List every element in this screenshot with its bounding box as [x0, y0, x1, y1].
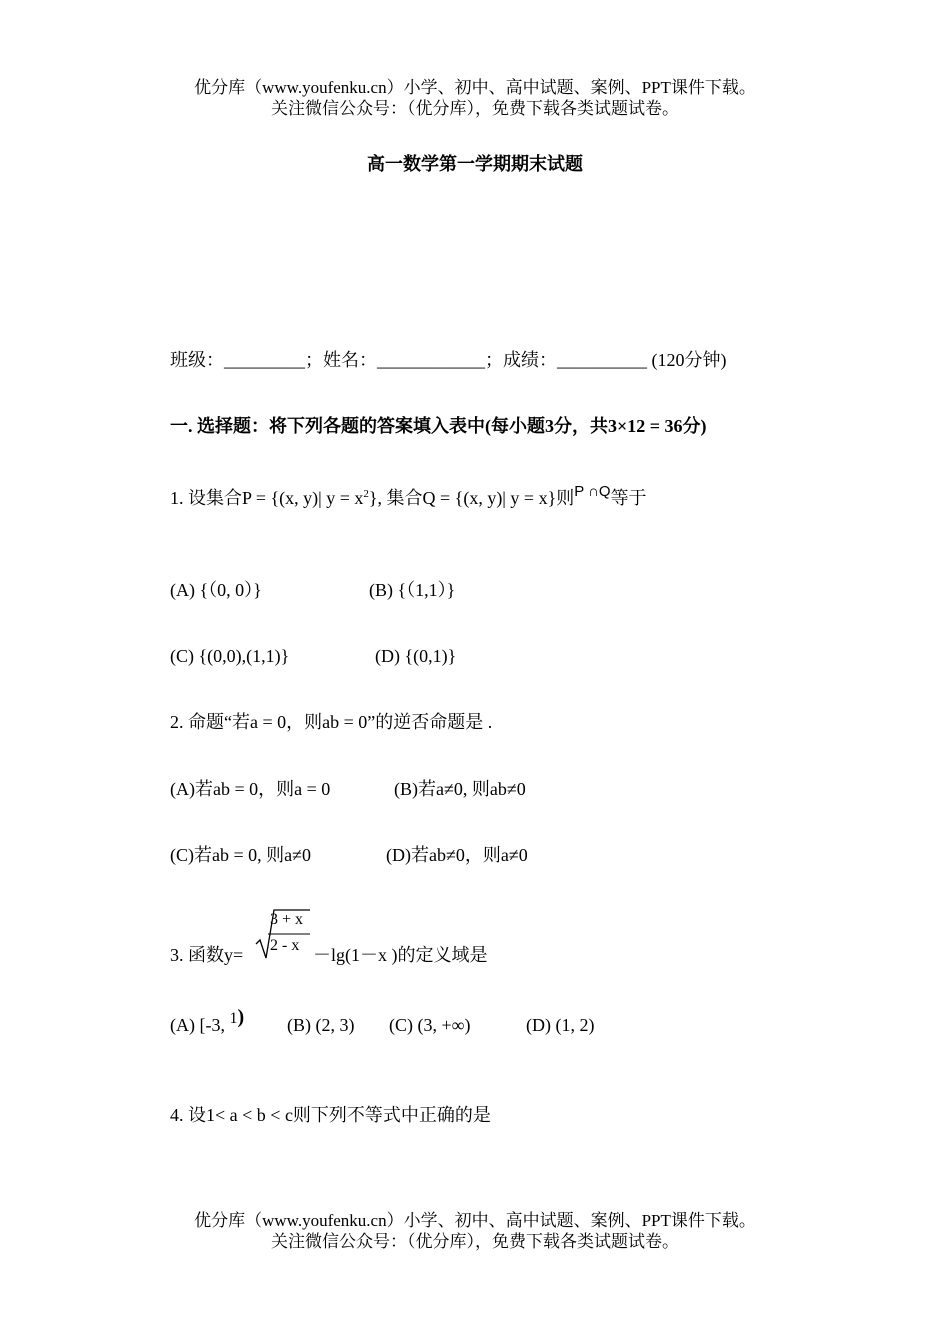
q3-option-a-paren: )	[237, 1006, 245, 1028]
header-line-1: 优分库（www.youfenku.cn）小学、初中、高中试题、案例、PPT课件下载。	[194, 78, 756, 97]
question-2-stem: 2. 命题“若a = 0，则ab = 0”的逆否命题是 .	[170, 712, 493, 732]
q1-stem-b: }, 集合Q = {(x, y)| y = x}则	[368, 488, 575, 508]
question-4-stem: 4. 设1< a < b < c则下列不等式中正确的是	[170, 1105, 491, 1125]
q1-option-d: (D) {(0,1)}	[375, 646, 457, 666]
q3-option-d: (D) (1, 2)	[526, 1015, 595, 1035]
q2-option-b: (B)若a≠0, 则ab≠0	[394, 779, 526, 799]
q3-option-c: (C) (3, +∞)	[389, 1015, 471, 1035]
q3-option-a-end: 1	[229, 1010, 238, 1027]
q1-superscript: 2	[363, 488, 369, 500]
q3-stem-b: －lg(1－x )的定义域是	[313, 945, 488, 965]
footer-line-1: 优分库（www.youfenku.cn）小学、初中、高中试题、案例、PPT课件下载。	[194, 1211, 756, 1230]
q3-denominator: 2 - x	[270, 937, 300, 954]
info-line: 班级：_________；姓名：____________；成绩：__________ (120分钟)	[170, 350, 727, 370]
q1-option-a: (A) {（0, 0）}	[170, 580, 262, 600]
q1-stem-c: 等于	[610, 488, 647, 508]
q1-set-expression: P ∩Q	[574, 483, 611, 500]
q1-option-b: (B) {（1,1）}	[369, 580, 456, 600]
q2-option-a: (A)若ab = 0，则a = 0	[170, 779, 331, 799]
footer-line-2: 关注微信公众号：（优分库），免费下载各类试题试卷。	[271, 1232, 679, 1251]
question-1-stem	[170, 483, 647, 512]
section-heading: 一. 选择题：将下列各题的答案填入表中(每小题3分，共3×12 = 36分)	[170, 416, 707, 436]
header-line-2: 关注微信公众号：（优分库），免费下载各类试题试卷。	[271, 99, 679, 118]
q1-stem-a: 1. 设集合P = {(x, y)| y = x	[170, 488, 364, 508]
q3-option-b: (B) (2, 3)	[287, 1015, 355, 1035]
q3-numerator: 3 + x	[270, 911, 304, 928]
page-title: 高一数学第一学期期末试题	[367, 154, 583, 174]
q3-option-a-text: (A) [-3,	[170, 1015, 225, 1035]
q1-option-c: (C) {(0,0),(1,1)}	[170, 646, 290, 666]
q3-stem-a: 3. 函数y=	[170, 945, 244, 965]
q3-option-a	[170, 1006, 245, 1038]
q2-option-d: (D)若ab≠0，则a≠0	[386, 845, 528, 865]
q2-option-c: (C)若ab = 0, 则a≠0	[170, 845, 312, 865]
